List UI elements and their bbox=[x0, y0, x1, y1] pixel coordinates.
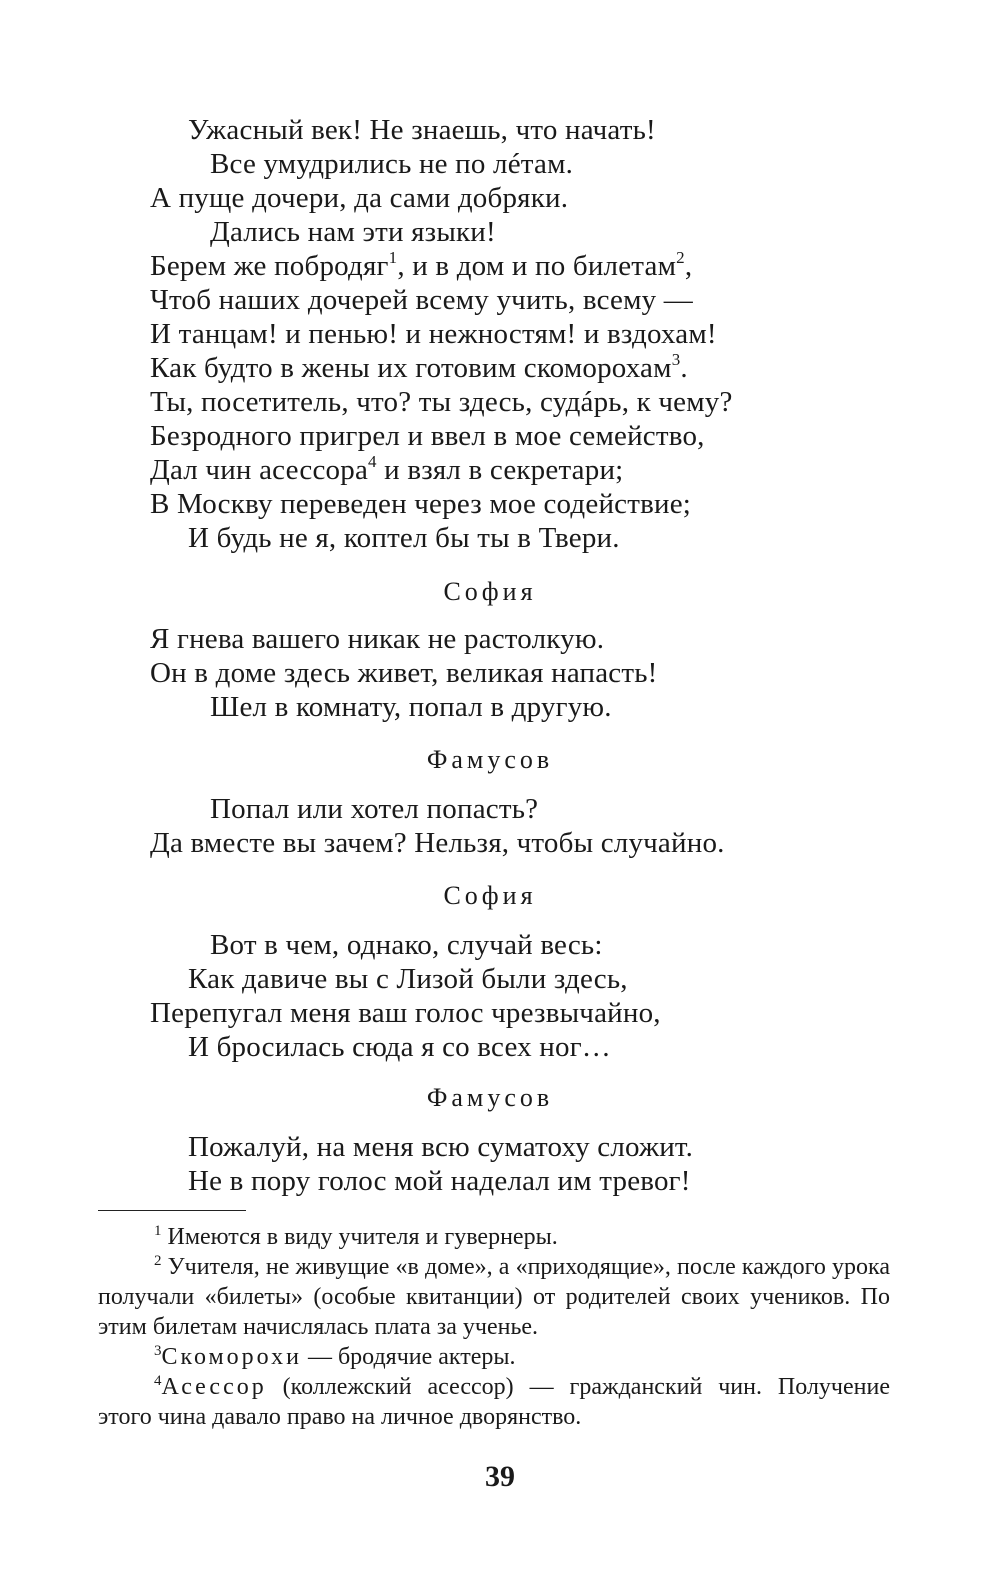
footnote-divider bbox=[98, 1210, 246, 1211]
verse-line: Да вместе вы зачем? Нельзя, чтобы случайно. bbox=[150, 827, 725, 859]
footnote-text: Учителя, не живущие «в доме», а «приходящие», после каждого урока получали «билеты» (особые квитанции) от родителей своих учеников. По этим билетам начислялась плата за ученье. bbox=[98, 1254, 890, 1340]
verse-line: Все умудрились не по лéтам. bbox=[210, 148, 574, 180]
footnote-number: 1 bbox=[154, 1223, 162, 1239]
verse-block-famusov bbox=[150, 1130, 693, 1198]
footnote-term: Асессор bbox=[161, 1374, 267, 1400]
verse-line: Безродного пригрел и ввел в мое семейство, bbox=[150, 420, 705, 452]
verse-line: Не в пору голос мой наделал им тревог! bbox=[188, 1165, 691, 1197]
speaker-name: София bbox=[443, 577, 537, 606]
footnote-ref: 3 bbox=[671, 350, 681, 369]
verse-line: Перепугал меня ваш голос чрезвычайно, bbox=[150, 997, 661, 1029]
verse-text: и взял в секретари; bbox=[376, 454, 624, 486]
verse-line: В Москву переведен через мое содействие; bbox=[150, 488, 692, 520]
verse-line: И бросилась сюда я со всех ног… bbox=[188, 1031, 612, 1063]
verse-line: Попал или хотел попасть? bbox=[210, 793, 539, 825]
footnote bbox=[98, 1372, 890, 1432]
verse-line: Пожалуй, на меня всю суматоху сложит. bbox=[188, 1131, 694, 1163]
footnote-text: (коллежский асессор) — гражданский чин. Получение этого чина давало право на личное дворянство. bbox=[98, 1374, 890, 1430]
verse-text: Берем же побродяг bbox=[150, 250, 389, 282]
verse-text: Как будто в жены их готовим скоморохам bbox=[150, 352, 672, 384]
footnote-text: — бродячие актеры. bbox=[301, 1344, 516, 1370]
footnote-term: Скоморохи bbox=[161, 1344, 302, 1370]
verse-line: Ужасный век! Не знаешь, что начать! bbox=[188, 114, 656, 146]
speaker-name: Фамусов bbox=[426, 1083, 554, 1112]
verse-line: Как давиче вы с Лизой были здесь, bbox=[188, 963, 628, 995]
verse-line: И будь не я, коптел бы ты в Твери. bbox=[188, 522, 620, 554]
verse-block-famusov bbox=[150, 113, 733, 555]
verse-line bbox=[150, 351, 733, 385]
verse-line: Шел в комнату, попал в другую. bbox=[210, 691, 612, 723]
footnote bbox=[98, 1342, 890, 1372]
verse-line: Он в доме здесь живет, великая напасть! bbox=[150, 657, 658, 689]
verse-line: И танцам! и пенью! и нежностям! и вздохам! bbox=[150, 318, 717, 350]
verse-line: Дались нам эти языки! bbox=[210, 216, 496, 248]
footnote-ref: 2 bbox=[676, 248, 685, 267]
verse-line bbox=[150, 453, 733, 487]
verse-text: , bbox=[684, 250, 693, 282]
footnotes bbox=[98, 1222, 890, 1432]
footnote-number: 2 bbox=[154, 1253, 162, 1269]
verse-line bbox=[150, 249, 733, 283]
footnote-text: Имеются в виду учителя и гувернеры. bbox=[161, 1224, 558, 1250]
verse-line: Я гнева вашего никак не растолкую. bbox=[150, 623, 605, 655]
verse-line: Чтоб наших дочерей всему учить, всему — bbox=[150, 284, 693, 316]
verse-line: Вот в чем, однако, случай весь: bbox=[210, 929, 603, 961]
verse-text: Дал чин асессора bbox=[150, 454, 369, 486]
verse-line: Ты, посетитель, что? ты здесь, судáрь, к чему? bbox=[150, 386, 733, 418]
footnote bbox=[98, 1222, 890, 1252]
speaker-name: София bbox=[443, 881, 537, 910]
verse-line: А пуще дочери, да сами добряки. bbox=[150, 182, 569, 214]
verse-block-famusov bbox=[150, 792, 725, 860]
page-number: 39 bbox=[485, 1460, 515, 1493]
verse-text: , и в дом и по билетам bbox=[397, 250, 677, 282]
footnote-ref: 4 bbox=[368, 452, 377, 471]
footnote-ref: 1 bbox=[388, 248, 398, 267]
speaker-name: Фамусов bbox=[426, 745, 554, 774]
verse-block-sofia bbox=[150, 928, 661, 1064]
verse-text: . bbox=[680, 352, 688, 384]
footnote-number: 4 bbox=[154, 1373, 162, 1389]
verse-block-sofia bbox=[150, 622, 658, 724]
footnote-number: 3 bbox=[154, 1343, 162, 1359]
footnote bbox=[98, 1252, 890, 1342]
